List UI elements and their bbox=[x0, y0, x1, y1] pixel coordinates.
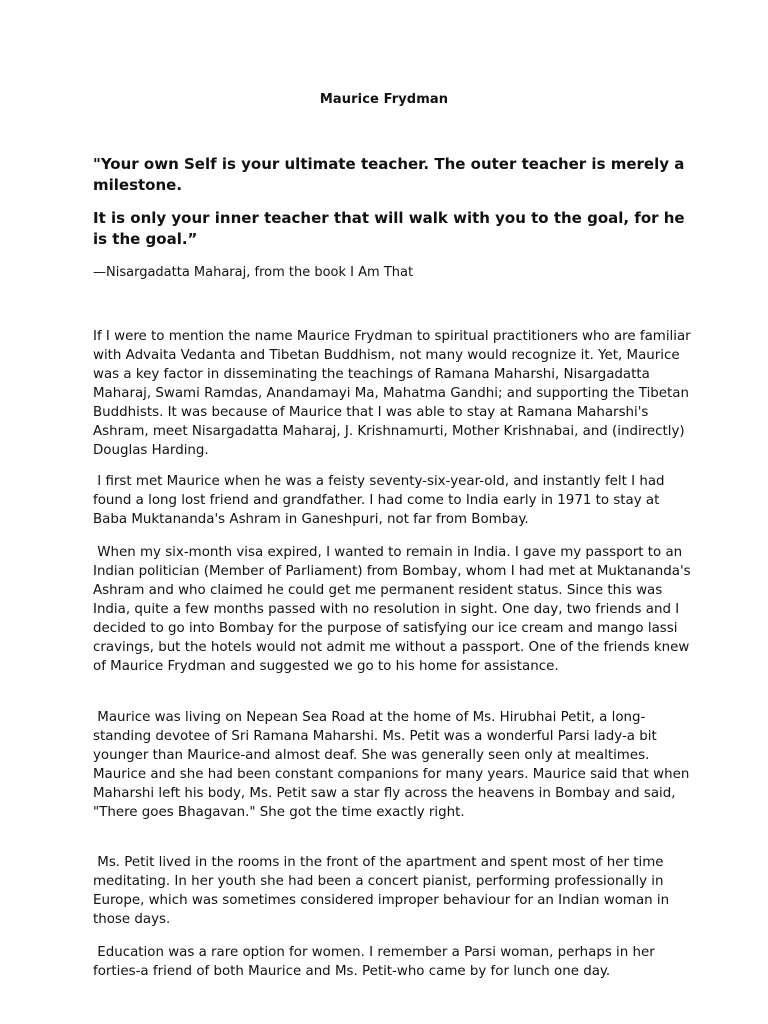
paragraph: When my six-month visa expired, I wanted to remain in India. I gave my passport to an Indian politician (Member of Parliament) from Bombay, whom I had met at Muktananda's Ashram and who claimed he could get me permanent resident status. Since this was India, quite a few months passed with no resolution in sight. One day, two friends and I decided to go into Bombay for the purpose of satisfying our ice cream and mango lassi cravings, but the hotels would not admit me without a passport. One of the friends knew of Maurice Frydman and suggested we go to his home for assistance. bbox=[93, 545, 695, 674]
page-title: Maurice Frydman bbox=[319, 92, 449, 107]
paragraph: If I were to mention the name Maurice Frydman to spiritual practitioners who are familiar with Advaita Vedanta and Tibetan Buddhism, not many would recognize it. Yet, Maurice was a key factor in disseminating the teachings of Ramana Maharshi, Nisargadatta Maharaj, Swami Ramdas, Anandamayi Ma, Mahatma Gandhi; and supporting the Tibetan Buddhists. It was because of Maurice that I was able to stay at Ramana Maharshi's Ashram, meet Nisargadatta Maharaj, J. Krishnamurti, Mother Krishnabai, and (indirectly) Douglas Harding. bbox=[93, 329, 695, 458]
quote-attribution: —Nisargadatta Maharaj, from the book I Am That bbox=[93, 265, 414, 280]
paragraph: Ms. Petit lived in the rooms in the front of the apartment and spent most of her time meditating. In her youth she had been a concert pianist, performing professionally in Europe, which was sometimes considered improper behaviour for an Indian woman in those days. bbox=[93, 855, 674, 927]
paragraph: Maurice was living on Nepean Sea Road at the home of Ms. Hirubhai Petit, a long-standing devotee of Sri Ramana Maharshi. Ms. Petit was a wonderful Parsi lady-a bit younger than Maurice-and almost deaf. She was generally seen only at mealtimes. Maurice and she had been constant companions for many years. Maurice said that when Maharshi left his body, Ms. Petit saw a star fly across the heavens in Bombay and said, "There goes Bhagavan." She got the time exactly right. bbox=[93, 710, 694, 820]
quote-first-line: "Your own Self is your ultimate teacher. The outer teacher is merely a milestone. bbox=[93, 155, 685, 194]
quote-second-line: It is only your inner teacher that will walk with you to the goal, for he is the goal.” bbox=[93, 209, 685, 248]
paragraph: Education was a rare option for women. I remember a Parsi woman, perhaps in her forties-a friend of both Maurice and Ms. Petit-who came by for lunch one day. bbox=[93, 945, 660, 979]
paragraph: I first met Maurice when he was a feisty seventy-six-year-old, and instantly felt I had found a long lost friend and grandfather. I had come to India early in 1971 to stay at Baba Muktananda's Ashram in Ganeshpuri, not far from Bombay. bbox=[93, 474, 669, 527]
